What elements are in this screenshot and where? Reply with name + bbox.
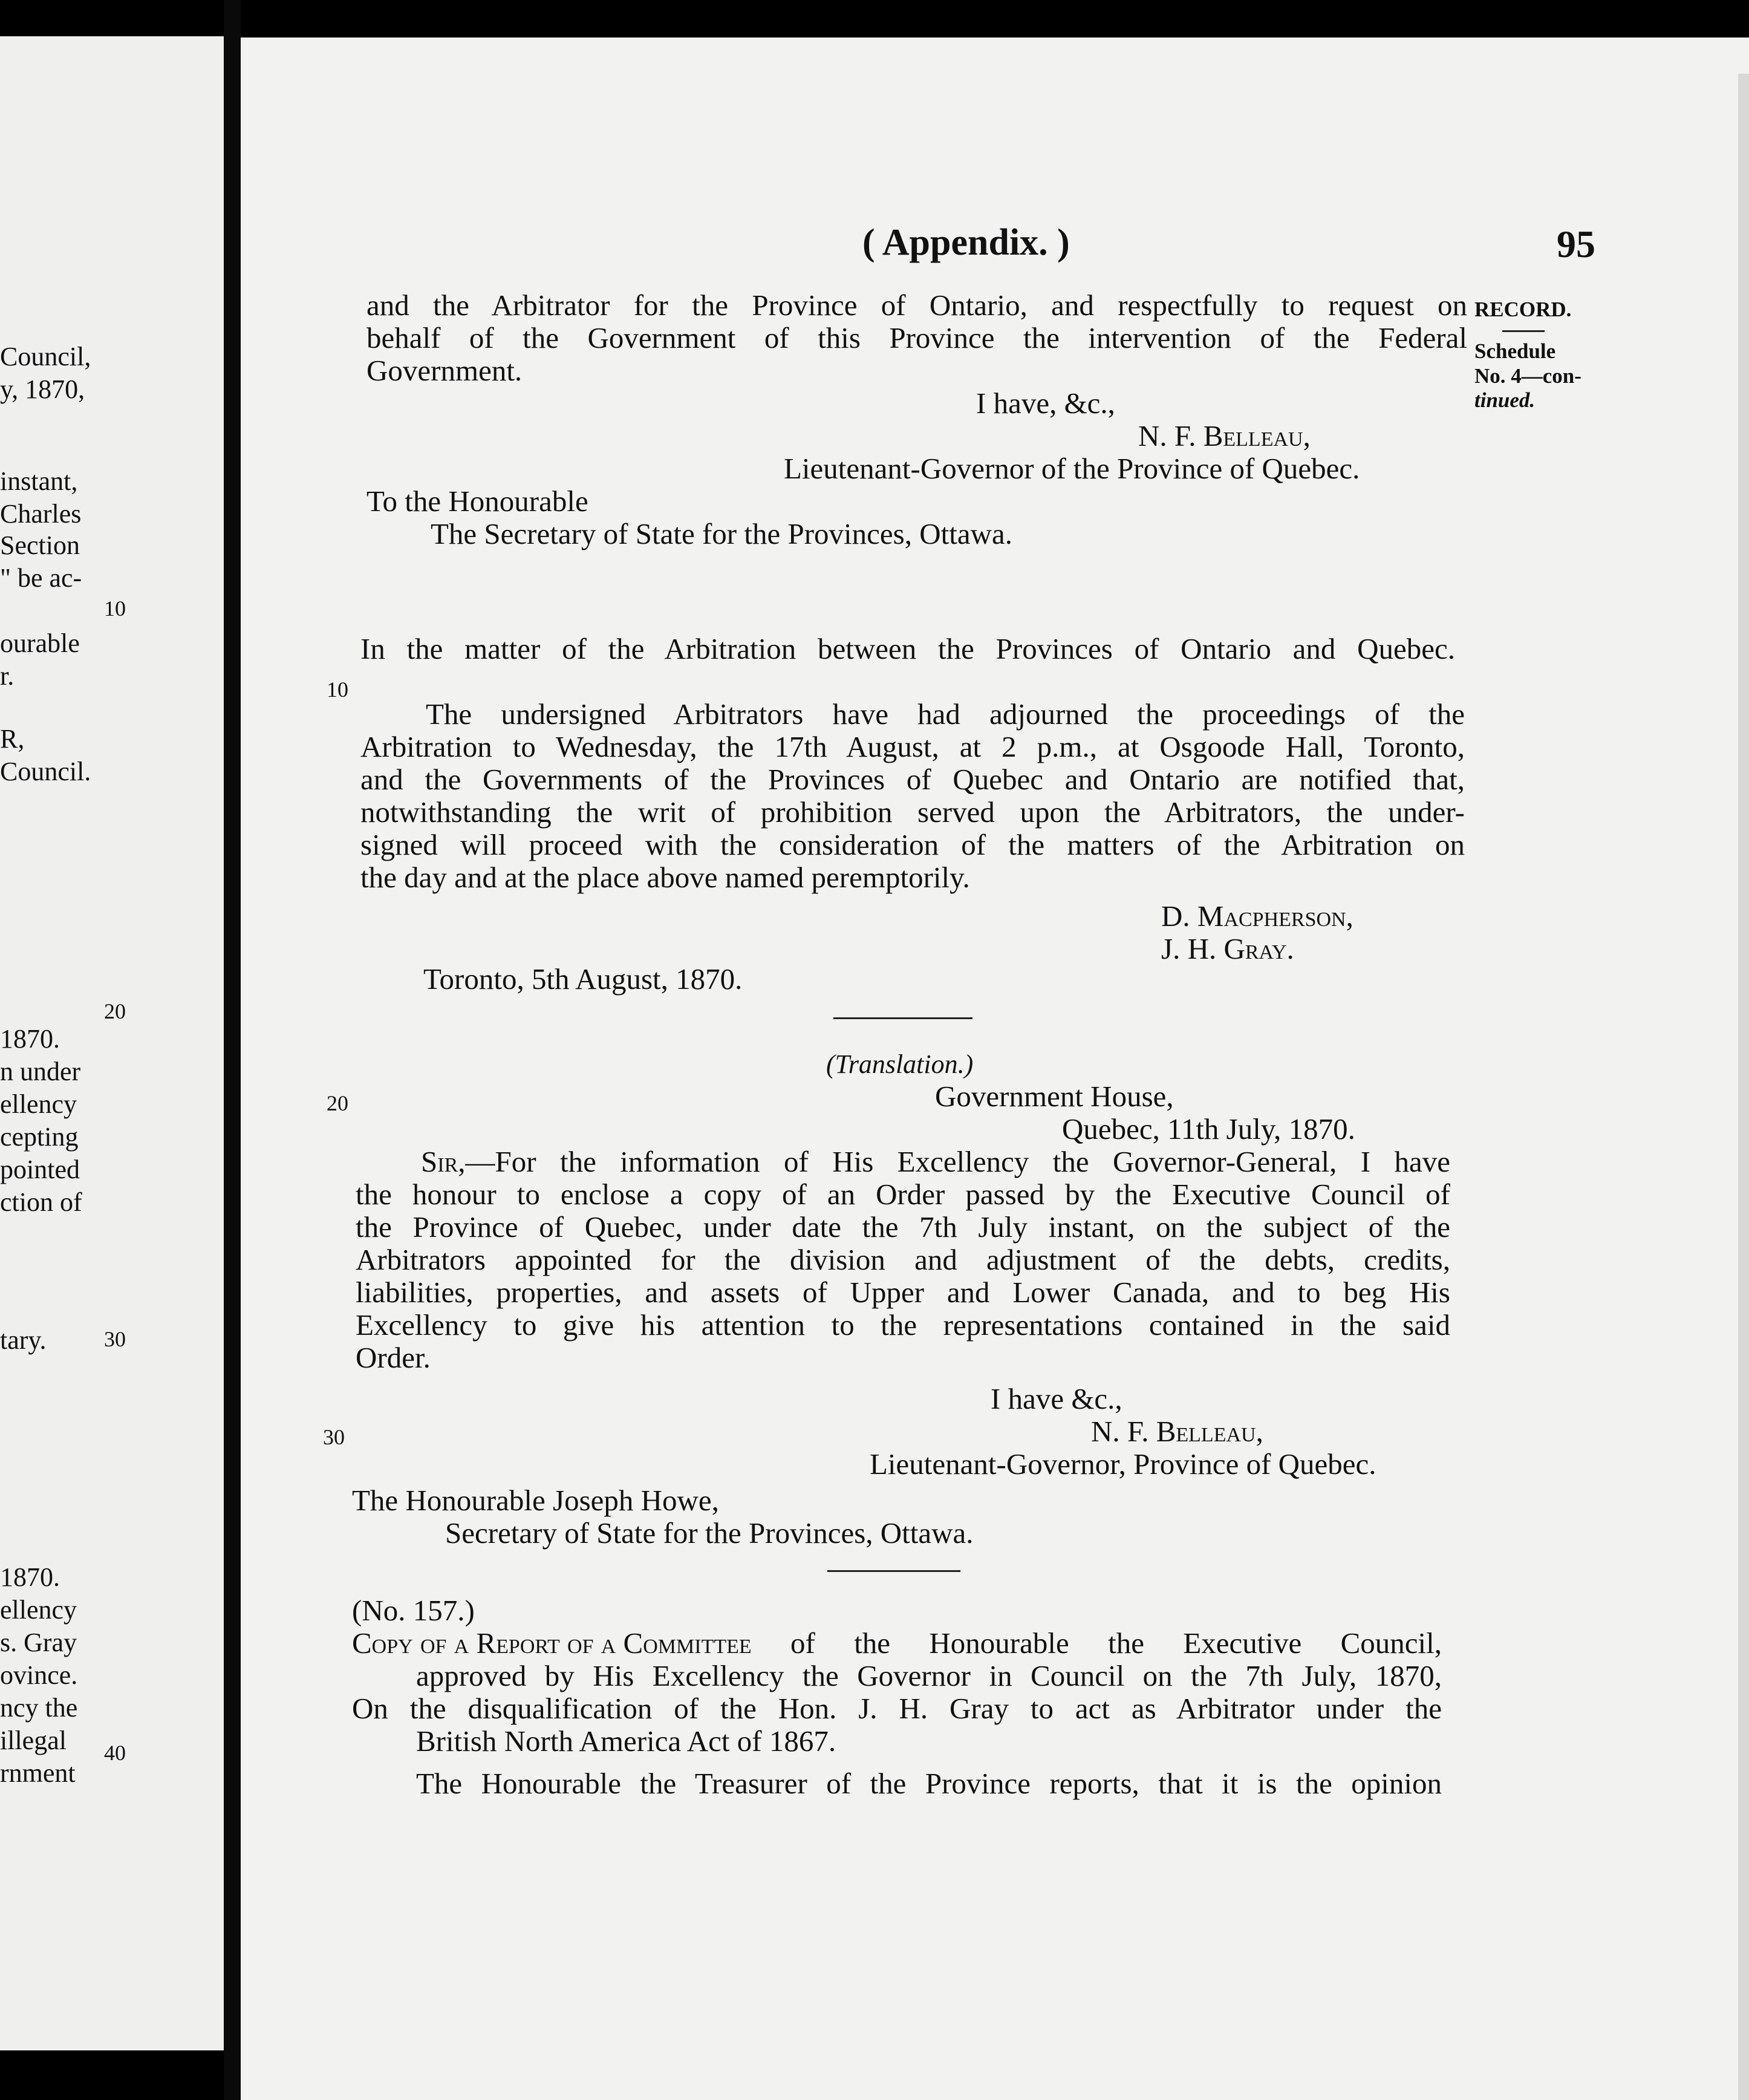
- facing-text: Charles: [0, 499, 82, 529]
- notice-signer-2: J. H. Gray.: [1161, 932, 1294, 965]
- facing-text: Section: [0, 530, 80, 560]
- letter2-address-1: Government House,: [935, 1080, 1174, 1113]
- letter1-addressee-title: The Secretary of State for the Provinces, Ottawa.: [431, 517, 1012, 550]
- letter1-line: and the Arbitrator for the Province of Ontario, and respectfully to request on: [366, 289, 1467, 322]
- facing-text: instant,: [0, 466, 78, 496]
- line-number: 20: [327, 1091, 348, 1115]
- facing-text: R,: [0, 724, 25, 754]
- facing-text: n under: [0, 1057, 81, 1086]
- facing-text: ellency: [0, 1089, 77, 1119]
- letter1-signer: N. F. Belleau,: [1138, 419, 1311, 452]
- facing-text: Council.: [0, 757, 91, 786]
- report-line: On the disqualification of the Hon. J. H. Gray to act as Arbitrator under the: [352, 1692, 1442, 1725]
- report-line: approved by His Excellency the Governor in Council on the 7th July, 1870,: [416, 1659, 1442, 1692]
- margin-number: No. 4—con-: [1474, 364, 1581, 388]
- notice-signer-1: D. Macpherson,: [1161, 899, 1353, 933]
- section-divider: [833, 1017, 972, 1019]
- report-number: (No. 157.): [352, 1594, 475, 1627]
- letter2-closing: I have &c.,: [991, 1382, 1122, 1415]
- report-line: The Honourable the Treasurer of the Province reports, that it is the opinion: [416, 1767, 1442, 1800]
- letter2-line: —For the information of His Excellency the Governor-General, I have: [465, 1145, 1450, 1178]
- facing-text: illegal: [0, 1726, 67, 1755]
- facing-line-number: 20: [104, 999, 126, 1023]
- facing-text: ourable: [0, 628, 80, 658]
- margin-schedule: Schedule: [1474, 339, 1556, 364]
- letter2-addressee-title: Secretary of State for the Provinces, Ottawa.: [445, 1516, 974, 1550]
- facing-text: pointed: [0, 1155, 80, 1184]
- facing-text: ncy the: [0, 1693, 78, 1723]
- letter2-line: the Province of Quebec, under date the 7th July instant, on the subject of the: [356, 1210, 1450, 1244]
- report-title-line: [352, 1628, 1442, 1658]
- notice-line: notwithstanding the writ of prohibition served upon the Arbitrators, the under-: [360, 795, 1465, 829]
- facing-text: ovince.: [0, 1660, 78, 1690]
- facing-text: 1870.: [0, 1024, 60, 1054]
- facing-line-number: 40: [104, 1741, 126, 1765]
- letter1-addressee: To the Honourable: [366, 484, 588, 518]
- letter2-signer-title: Lieutenant-Governor, Province of Quebec.: [870, 1447, 1376, 1481]
- letter2-address-2: Quebec, 11th July, 1870.: [1062, 1112, 1355, 1146]
- notice-line: Arbitration to Wednesday, the 17th August, at 2 p.m., at Osgoode Hall, Toronto,: [360, 730, 1465, 763]
- notice-place-date: Toronto, 5th August, 1870.: [423, 962, 743, 996]
- document-page: [241, 38, 1749, 2100]
- facing-text: s. Gray: [0, 1628, 77, 1657]
- facing-text: " be ac-: [0, 563, 82, 593]
- line-number: 30: [323, 1425, 345, 1449]
- facing-text: ction of: [0, 1187, 82, 1217]
- margin-note: [1474, 298, 1581, 412]
- notice-line: and the Governments of the Provinces of Quebec and Ontario are notified that,: [360, 763, 1465, 796]
- line-number: 10: [327, 677, 348, 702]
- letter1-signer-title: Lieutenant-Governor of the Province of Quebec.: [784, 452, 1360, 485]
- report-title-smallcaps: Copy of a Report of a Committee: [352, 1626, 752, 1660]
- facing-text: rnment: [0, 1758, 76, 1788]
- facing-page-fragment: [0, 36, 225, 2050]
- letter1-closing: I have, &c.,: [976, 386, 1115, 420]
- page-edge-shadow: [1738, 74, 1749, 2100]
- facing-text: ellency: [0, 1595, 77, 1625]
- letter1-line: behalf of the Government of this Province the intervention of the Federal: [366, 321, 1467, 354]
- letter2-line: liabilities, properties, and assets of Upper and Lower Canada, and to beg His: [356, 1276, 1450, 1309]
- letter2-first-line: [421, 1147, 1450, 1176]
- section-divider: [827, 1570, 960, 1572]
- letter2-line: the honour to enclose a copy of an Order passed by the Executive Council of: [356, 1178, 1450, 1211]
- margin-continued: tinued.: [1474, 388, 1536, 412]
- facing-text: tary.: [0, 1325, 47, 1355]
- page-header-title: ( Appendix. ): [862, 222, 1070, 263]
- translation-label: (Translation.): [826, 1049, 974, 1079]
- margin-rule: [1502, 330, 1545, 332]
- book-gutter: [224, 0, 241, 2100]
- notice-line: the day and at the place above named peremptorily.: [360, 861, 970, 894]
- page-number: 95: [1557, 223, 1595, 266]
- facing-line-number: 30: [104, 1327, 126, 1351]
- notice-line: signed will proceed with the consideration of the matters of the Arbitration on: [360, 828, 1465, 861]
- facing-text: Council,: [0, 342, 91, 371]
- letter2-salutation: Sir,: [421, 1145, 466, 1178]
- letter2-addressee: The Honourable Joseph Howe,: [352, 1484, 719, 1517]
- letter2-line: Arbitrators appointed for the division and adjustment of the debts, credits,: [356, 1243, 1450, 1276]
- facing-text: cepting: [0, 1122, 79, 1152]
- notice-line: The undersigned Arbitrators have had adjourned the proceedings of the: [426, 697, 1465, 731]
- report-title-rest: of the Honourable the Executive Council,: [751, 1626, 1442, 1660]
- letter1-line: Government.: [366, 354, 523, 387]
- margin-record: RECORD.: [1474, 298, 1572, 321]
- facing-line-number: 10: [104, 596, 126, 621]
- letter2-line: Order.: [356, 1341, 431, 1374]
- notice-heading: In the matter of the Arbitration between the Provinces of Ontario and Quebec.: [360, 632, 1455, 665]
- facing-text: y, 1870,: [0, 374, 85, 404]
- facing-text: 1870.: [0, 1562, 60, 1592]
- facing-text: r.: [0, 661, 15, 691]
- letter2-line: Excellency to give his attention to the representations contained in the said: [356, 1308, 1450, 1342]
- letter2-signer: N. F. Belleau,: [1091, 1415, 1263, 1448]
- report-line: British North America Act of 1867.: [416, 1724, 836, 1758]
